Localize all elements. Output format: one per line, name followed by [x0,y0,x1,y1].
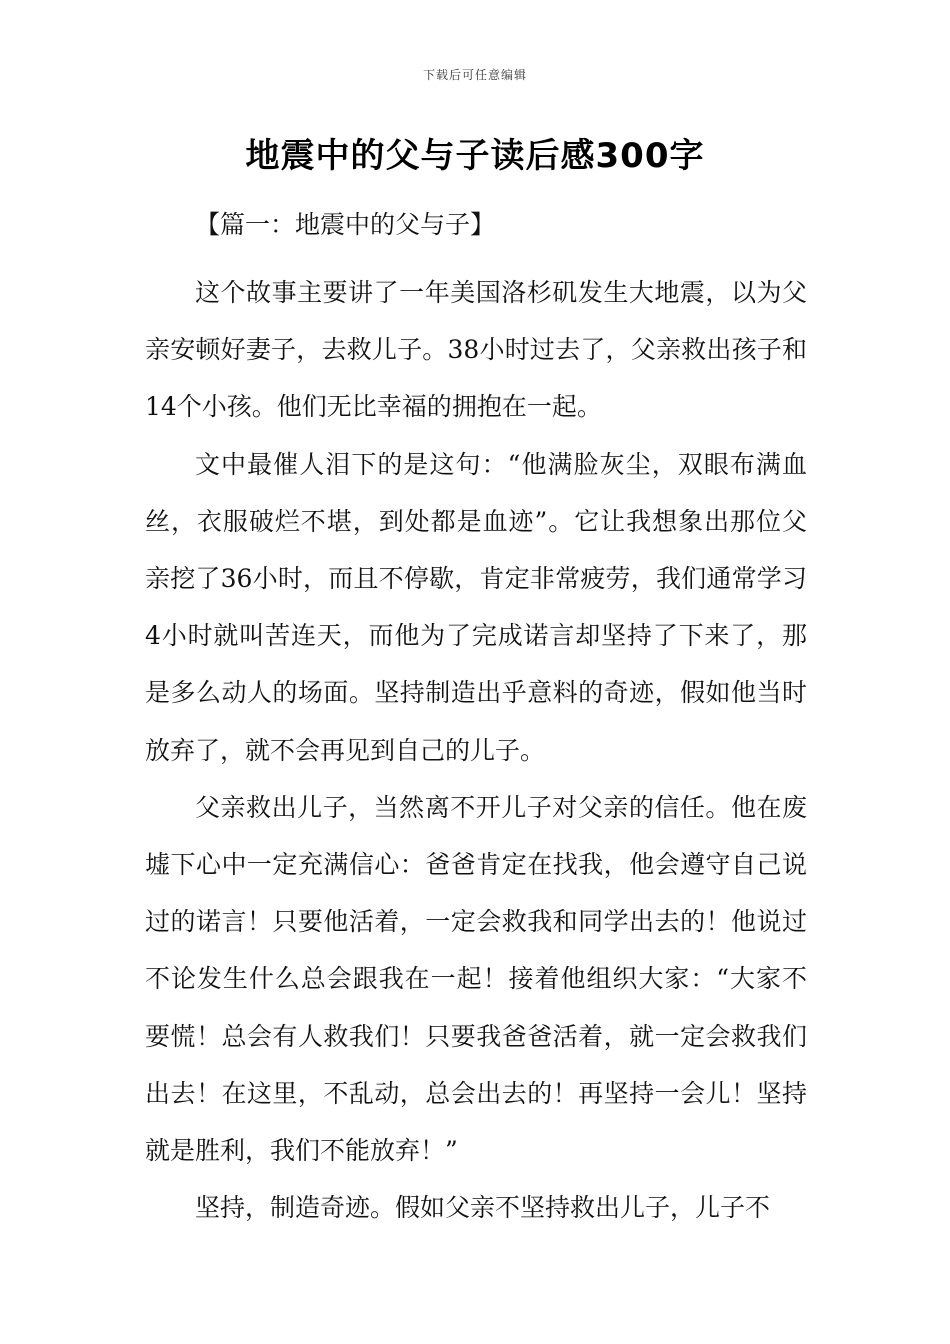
paragraph: 坚持，制造奇迹。假如父亲不坚持救出儿子，儿子不 [195,1193,771,1223]
paragraph: 文中最催人泪下的是这句：“他满脸灰尘，双眼布满血丝，衣服破烂不堪，到处都是血迹”。它让我想象出那位父亲挖了36小时，而且不停歇，肯定非常疲劳，我们通常学习4小时就叫苦连天，而他为了完成诺言却坚持了下来了，那是多么动人的场面。坚持制造出乎意料的奇迹，假如他当时放弃了，就不会再见到自己的儿子。 [145,449,807,765]
header-note: 下载后可任意编辑 [422,68,527,82]
document-body [145,196,807,1236]
section-heading: 【篇一：地震中的父与子】 [195,210,496,239]
document-title: 地震中的父与子读后感300字 [245,136,705,176]
paragraph: 这个故事主要讲了一年美国洛杉矶发生大地震，以为父亲安顿好妻子，去救儿子。38小时过去了，父亲救出孩子和14个小孩。他们无比幸福的拥抱在一起。 [145,278,807,422]
paragraph: 父亲救出儿子，当然离不开儿子对父亲的信任。他在废墟下心中一定充满信心：爸爸肯定在找我，他会遵守自己说过的诺言！只要他活着，一定会救我和同学出去的！他说过不论发生什么总会跟我在一起！接着他组织大家：“大家不要慌！总会有人救我们！只要我爸爸活着，就一定会救我们出去！在这里，不乱动，总会出去的！再坚持一会儿！坚持就是胜利，我们不能放弃！” [145,792,807,1166]
